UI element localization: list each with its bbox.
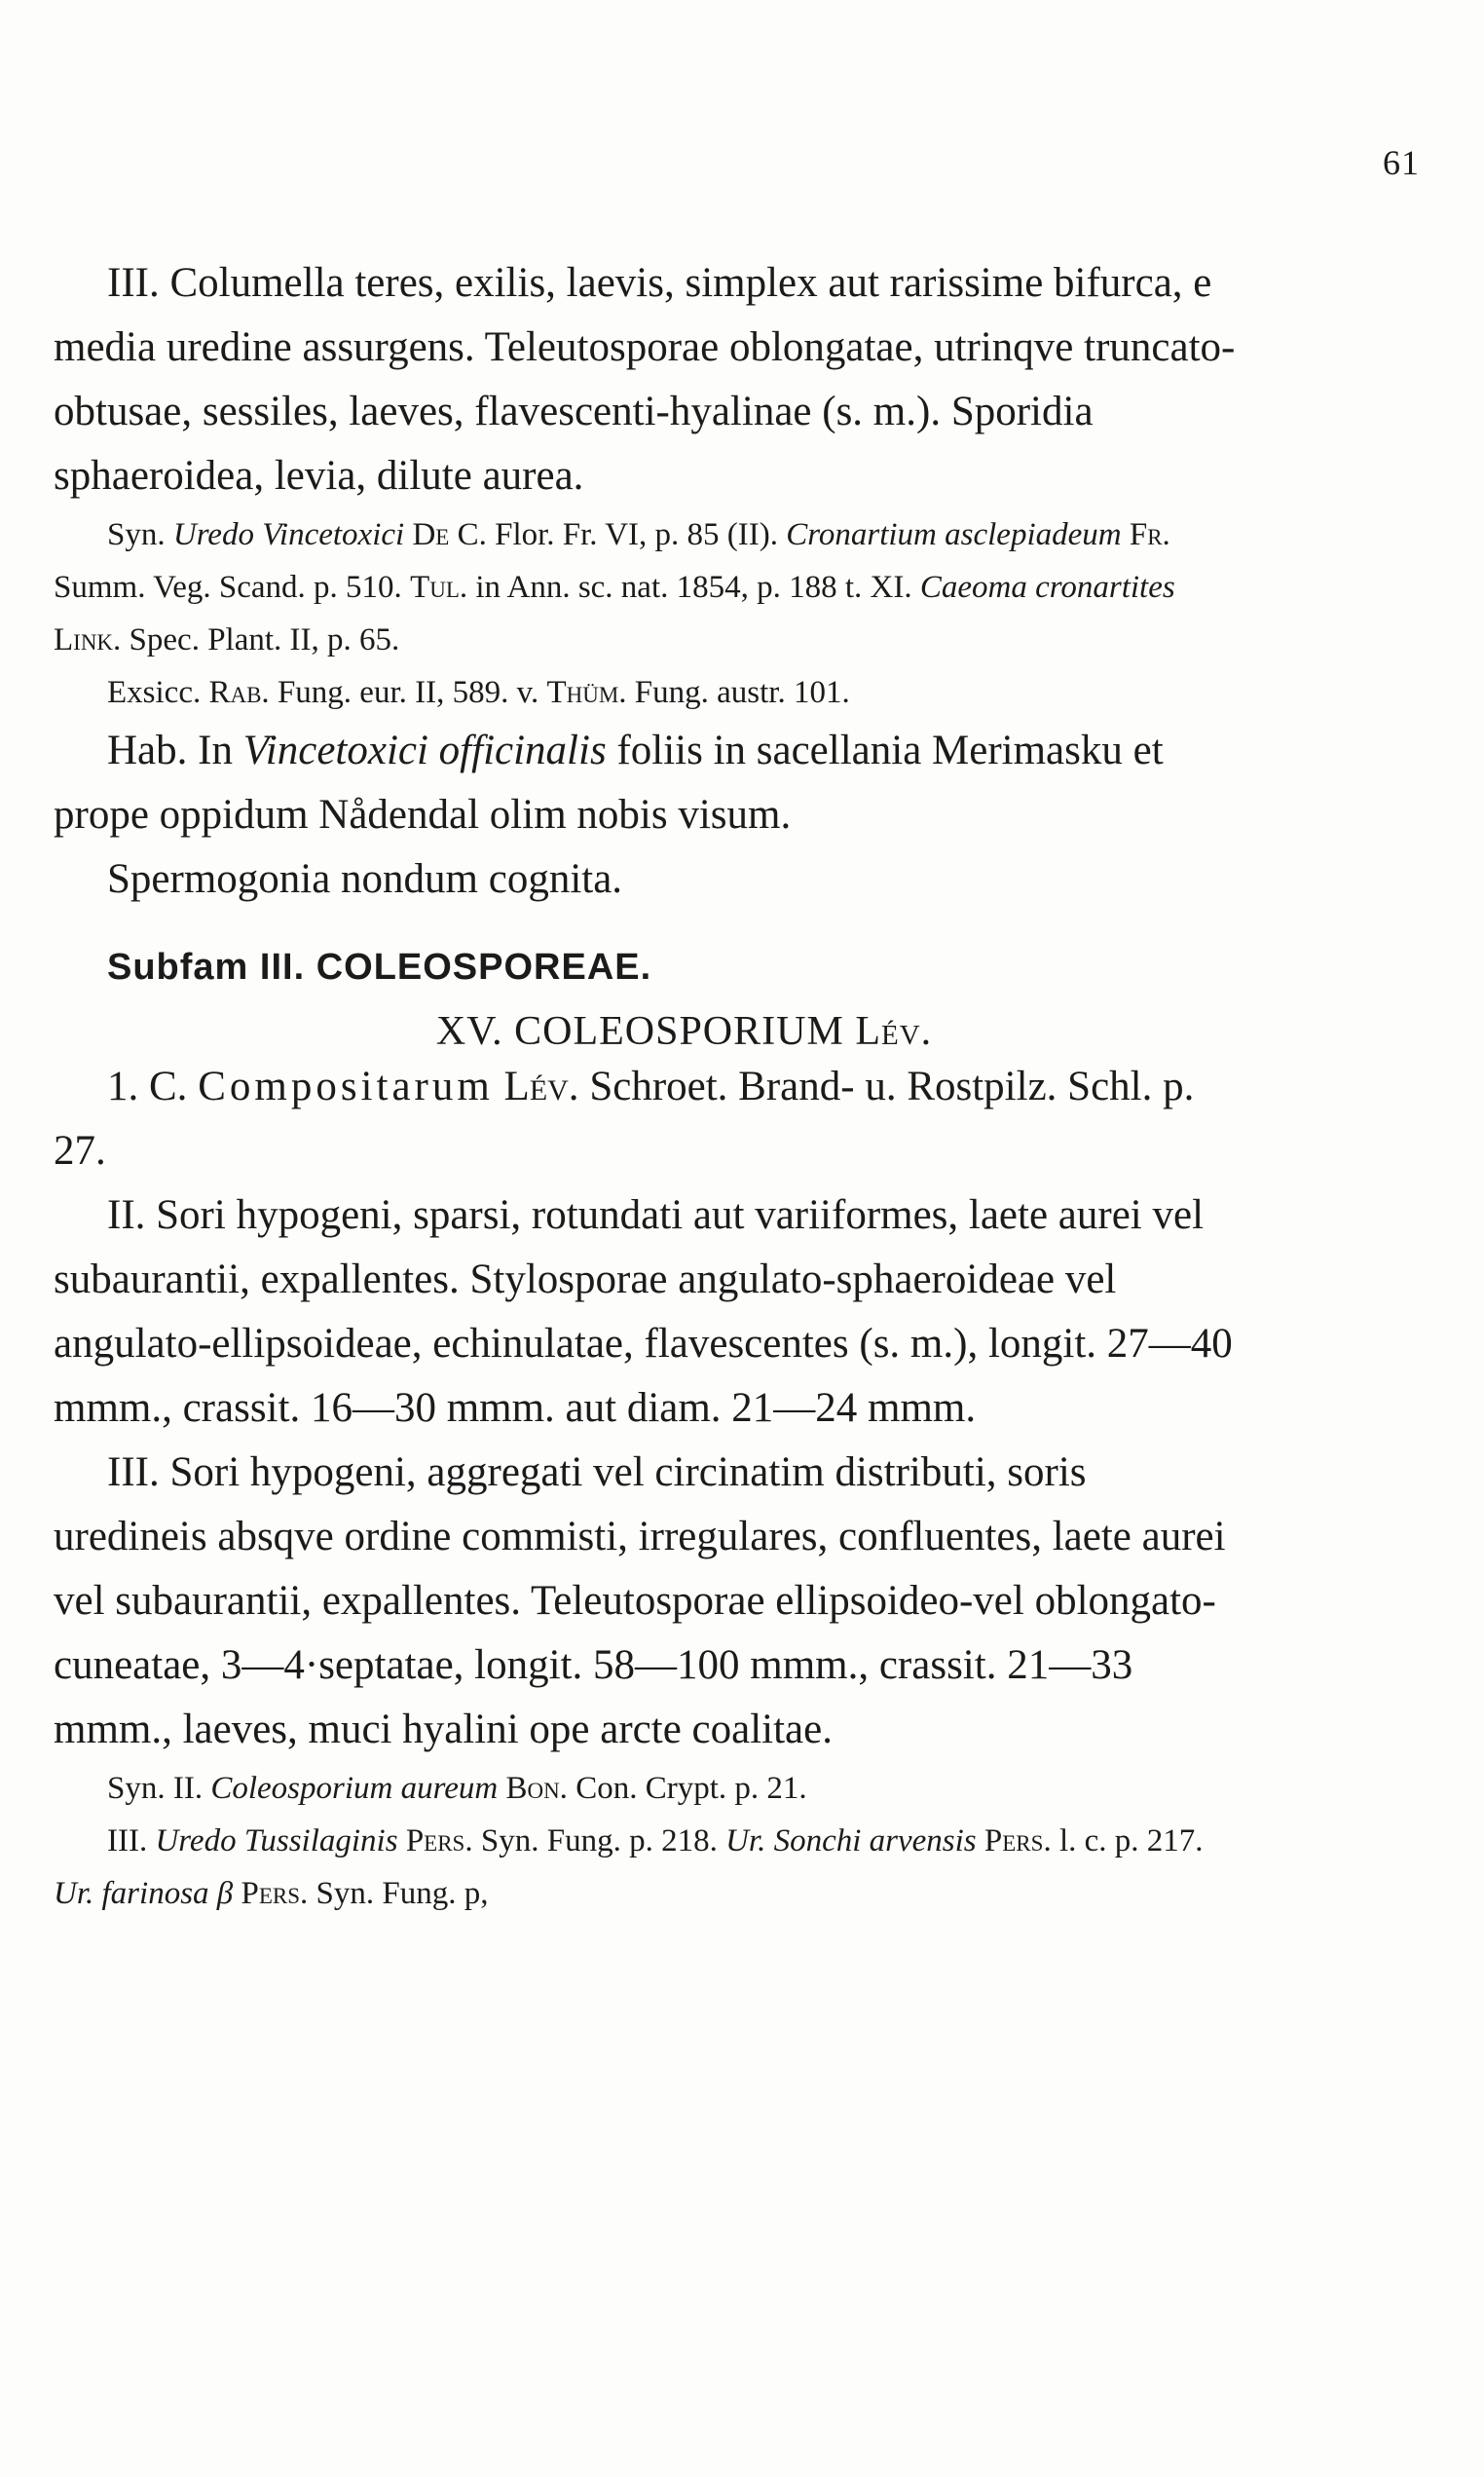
author-pers-2: Pers. [983,1823,1052,1858]
ref-syn-fung-end: Syn. Fung. p, [315,1876,489,1911]
ref-spec: Spec. Plant. II, p. 65. [129,622,400,657]
species-name: Compositarum [198,1064,494,1109]
ref-flor: Flor. Fr. VI, p. 85 (II). [495,517,778,552]
author-rab: Rab. [208,675,270,710]
author-pers-3: Pers. [241,1876,309,1911]
genus-name: XV. COLEOSPORIUM [435,1009,844,1054]
synonymy-paragraph-3 [54,1815,1237,1920]
author-dec: De C. [412,517,487,552]
syn-uredo-name: Uredo Vincetoxici [172,517,405,552]
syn2-coleosporium-name: Coleosporium aureum [210,1771,499,1806]
species-author: Lév. [503,1064,579,1109]
syn3-sonchi-name: Ur. Sonchi arvensis [725,1823,977,1858]
genus-heading [54,1008,1237,1055]
syn3-label: III. [107,1823,148,1858]
species-heading [54,1055,1237,1183]
ref-lc: l. c. p. 217. [1058,1823,1204,1858]
syn-cronartium-name: Cronartium asclepiadeum [786,517,1122,552]
syn-label: Syn. [107,517,166,552]
syn-caeoma-name: Caeoma cronartites [919,570,1175,605]
author-fr: Fr. [1129,517,1170,552]
hab-host-species: Vincetoxici officinalis [242,728,607,773]
ref-syn-fung: Syn. Fung. p. 218. [480,1823,718,1858]
habitat-paragraph [54,719,1237,847]
author-link: Link. [54,622,122,657]
synonymy-paragraph-2 [54,1762,1237,1815]
description-paragraph-teleuto: III. Columella teres, exilis, laevis, simplex aut rarissime bifurca, e media uredine assurgens. Teleutosporae oblongatae, utrinqve truncato-obtusae, sessiles, laeves, flavescenti-hyalinae (s. m.). Sporidia sphaeroidea, levia, dilute aurea. [54,260,1236,499]
page-number: 61 [1383,143,1420,182]
synonymy-paragraph [54,508,1237,666]
author-tul: Tul. [410,570,468,605]
author-pers-1: Pers. [405,1823,473,1858]
description-paragraph-uredo: II. Sori hypogeni, sparsi, rotundati aut variiformes, laete aurei vel subaurantii, expallentes. Stylosporae angulato-sphaeroideae vel angulato-ellipsoideae, echinulatae, flavescentes (s. m.), longit. 27—40 mmm., crassit. 16—30 mmm. aut diam. 21—24 mmm. [54,1192,1233,1431]
syn2-label: Syn. II. [107,1771,204,1806]
syn3-uredo-name: Uredo Tussilaginis [155,1823,398,1858]
author-bon: Bon. [505,1771,568,1806]
syn3-farinosa-name: Ur. farinosa β [54,1876,234,1911]
description-paragraph-teleuto-2: III. Sori hypogeni, aggregati vel circinatim distributi, soris uredineis absqve ordine commisti, irregulares, confluentes, laete aurei vel subaurantii, expallentes. Teleutosporae ellipsoideo-vel oblongato-cuneatae, 3—4·septatae, longit. 58—100 mmm., crassit. 21—33 mmm., laeves, muci hyalini ope arcte coalitae. [54,1449,1226,1752]
species-ref: Schroet. Brand- u. Rostpilz. Schl. p. 27. [54,1064,1195,1174]
ref-ann: in Ann. sc. nat. 1854, p. 188 t. XI. [475,570,912,605]
hab-label: Hab. In [107,728,233,773]
exs-fung-eur: Fung. eur. II, 589. [277,675,509,710]
ref-summ: Summ. Veg. Scand. p. 510. [54,570,402,605]
spermogonia-note: Spermogonia nondum cognita. [107,856,623,902]
species-number: 1. C. [107,1064,188,1109]
exsiccata-paragraph [54,666,1237,719]
exs-fung-austr: Fung. austr. 101. [634,675,850,710]
page-body [54,251,1237,1920]
ref-con: Con. Crypt. p. 21. [575,1771,807,1806]
hab-text: foliis in sacellania Merimasku et prope oppidum Nådendal olim nobis visum. [54,728,1164,838]
author-thum: Thüm. [546,675,627,710]
exs-label: Exsicc. [107,675,202,710]
genus-author: Lév. [855,1009,933,1054]
exs-v: v. [516,675,539,710]
subfamily-heading: Subfam III. COLEOSPOREAE. [107,947,652,988]
